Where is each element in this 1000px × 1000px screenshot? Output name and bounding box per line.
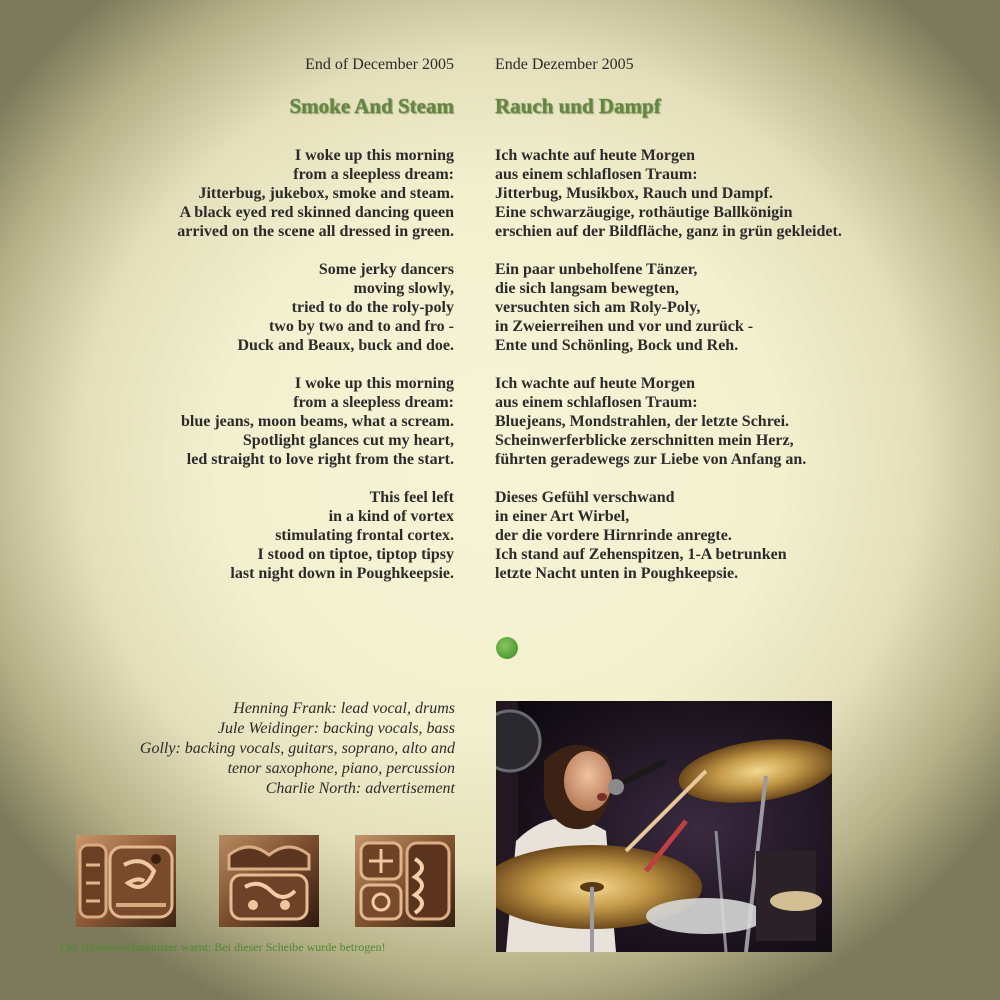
lyric-line: arrived on the scene all dressed in green.	[177, 223, 454, 240]
band-credits	[140, 699, 455, 799]
lyric-line: Eine schwarzäugige, rothäutige Ballkönigin	[495, 204, 793, 221]
lyric-line: Ein paar unbeholfene Tänzer,	[495, 261, 698, 278]
lyric-line: tried to do the roly-poly	[291, 299, 454, 316]
credit-line: Charlie North: advertisement	[265, 780, 455, 797]
stanza-german	[495, 488, 842, 583]
lyric-line: in a kind of vortex	[328, 508, 454, 525]
credit-line: Golly: backing vocals, guitars, soprano, alto and	[139, 740, 455, 757]
stanza-german	[495, 260, 842, 355]
lyric-line: I woke up this morning	[294, 375, 454, 392]
lyric-line: in Zweierreihen und vor und zurück -	[495, 318, 754, 335]
lyric-line: letzte Nacht unten in Poughkeepsie.	[495, 565, 739, 582]
lyric-line: two by two and to and fro -	[268, 318, 454, 335]
lyric-line: last night down in Poughkeepsie.	[230, 565, 454, 582]
lyric-line: Bluejeans, Mondstrahlen, der letzte Schrei.	[495, 413, 790, 430]
green-dot-icon	[496, 637, 518, 659]
lyric-line: I stood on tiptoe, tiptop tipsy	[257, 546, 454, 563]
lyric-line: erschien auf der Bildfläche, ganz in grün gekleidet.	[495, 223, 842, 240]
lyrics-english	[177, 146, 454, 602]
maya-glyph-icon	[219, 835, 319, 927]
lyric-line: der die vordere Hirnrinde anregte.	[495, 527, 732, 544]
lyric-line: I woke up this morning	[294, 147, 454, 164]
lyric-line: Ente und Schönling, Bock und Reh.	[495, 337, 739, 354]
lyric-line: from a sleepless dream:	[293, 394, 454, 411]
lyric-line: führten geradewegs zur Liebe von Anfang an.	[495, 451, 807, 468]
lyric-line: Ich wachte auf heute Morgen	[495, 375, 695, 392]
stanza-english	[177, 146, 454, 241]
lyric-line: aus einem schlaflosen Traum:	[495, 394, 698, 411]
stanza-english	[177, 488, 454, 583]
song-title-german: Rauch und Dampf	[495, 94, 661, 118]
lyric-line: aus einem schlaflosen Traum:	[495, 166, 698, 183]
date-german: Ende Dezember 2005	[495, 56, 634, 73]
lyric-line: Jitterbug, Musikbox, Rauch und Dampf.	[495, 185, 773, 202]
lyric-line: Scheinwerferblicke zerschnitten mein Herz,	[495, 432, 794, 449]
credit-line: Henning Frank: lead vocal, drums	[233, 700, 455, 717]
lyric-line: versuchten sich am Roly-Poly,	[495, 299, 701, 316]
lyric-line: die sich langsam bewegten,	[495, 280, 679, 297]
maya-glyph-icon	[355, 835, 455, 927]
maya-glyph-icon	[76, 835, 176, 927]
lyric-line: from a sleepless dream:	[293, 166, 454, 183]
lyric-line: Ich wachte auf heute Morgen	[495, 147, 695, 164]
lyric-line: Duck and Beaux, buck and doe.	[237, 337, 454, 354]
stanza-english	[177, 260, 454, 355]
stanza-english	[177, 374, 454, 469]
lyric-line: A black eyed red skinned dancing queen	[179, 204, 454, 221]
date-english: End of December 2005	[305, 56, 454, 73]
drummer-photo	[496, 701, 832, 952]
lyric-line: Dieses Gefühl verschwand	[495, 489, 675, 506]
credit-line: Jule Weidinger: backing vocals, bass	[217, 720, 455, 737]
lyric-line: Spotlight glances cut my heart,	[242, 432, 454, 449]
credit-line: tenor saxophone, piano, percussion	[227, 760, 455, 777]
lyric-line: blue jeans, moon beams, what a scream.	[180, 413, 454, 430]
stanza-german	[495, 146, 842, 241]
lyric-line: Some jerky dancers	[318, 261, 454, 278]
lyric-line: Jitterbug, jukebox, smoke and steam.	[198, 185, 454, 202]
lyric-line: Ich stand auf Zehenspitzen, 1-A betrunken	[495, 546, 787, 563]
lyric-line: in einer Art Wirbel,	[495, 508, 630, 525]
footer-note: Der Bundesrockminister warnt: Bei dieser Scheibe wurde betrogen!	[60, 940, 386, 954]
lyrics-german	[495, 146, 842, 602]
lyric-line: moving slowly,	[353, 280, 454, 297]
stanza-german	[495, 374, 842, 469]
lyric-line: This feel left	[369, 489, 454, 506]
lyric-line: led straight to love right from the start.	[186, 451, 454, 468]
lyric-line: stimulating frontal cortex.	[275, 527, 454, 544]
song-title-english: Smoke And Steam	[289, 94, 454, 118]
